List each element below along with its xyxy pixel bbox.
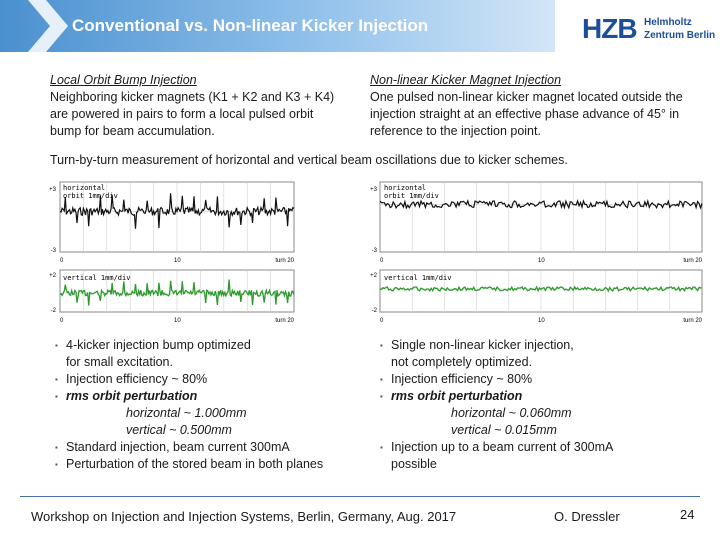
y-tick-bottom: -3: [371, 248, 377, 254]
plot-left-horizontal: [36, 178, 300, 264]
x-tick-10: 10: [174, 258, 181, 264]
x-tick-10: 10: [538, 318, 545, 324]
y-tick-top: +2: [370, 273, 377, 279]
left-bullet-list: [55, 337, 355, 473]
list-item: ▪ Injection efficiency ~ 80%: [55, 371, 355, 388]
list-item: ▪ Injection efficiency ~ 80%: [380, 371, 700, 388]
list-item: ▪ Perturbation of the stored beam in both planes: [55, 456, 355, 473]
list-item: ▪ Standard injection, beam current 300mA: [55, 439, 355, 456]
y-tick-top: +2: [49, 273, 56, 279]
list-item: ▪ rms orbit perturbation horizontal ~ 0.060mm vertical ~ 0.015mm: [380, 388, 700, 439]
x-tick-0: 0: [60, 318, 64, 324]
list-item: ▪ rms orbit perturbation horizontal ~ 1.000mm vertical ~ 0.500mm: [55, 388, 355, 439]
chevron-decoration-icon: [28, 0, 68, 52]
slide-title: Conventional vs. Non-linear Kicker Injection: [72, 16, 429, 35]
list-item: ▪ Injection up to a beam current of 300mA possible: [380, 439, 700, 473]
footer-divider: [20, 496, 700, 497]
plot-right-vertical: [362, 268, 706, 324]
list-item: ▪ Single non-linear kicker injection, not completely optimized.: [380, 337, 700, 371]
plot-label-line1: horizontal: [384, 184, 427, 192]
x-tick-0: 0: [380, 258, 384, 264]
left-column-text: [50, 72, 340, 140]
y-tick-top: +3: [370, 187, 377, 193]
x-tick-20: turn 20: [683, 318, 702, 324]
plot-label-line2: orbit 1mm/div: [384, 192, 439, 200]
plot-label: vertical 1mm/div: [63, 274, 131, 282]
x-tick-20: turn 20: [275, 318, 294, 324]
x-tick-20: turn 20: [683, 258, 702, 264]
right-column-text: [370, 72, 690, 140]
left-column-title: Local Orbit Bump Injection: [50, 73, 197, 87]
left-column-body: Neighboring kicker magnets (K1 + K2 and K3 + K4) are powered in pairs to form a local pulsed orbit bump for beam accumulation.: [50, 90, 335, 138]
logo-mark: HZB: [582, 13, 637, 44]
list-item: ▪ 4-kicker injection bump optimized for small excitation.: [55, 337, 355, 371]
logo-line2: Zentrum Berlin: [644, 30, 716, 41]
right-column-title: Non-linear Kicker Magnet Injection: [370, 73, 562, 87]
logo-subtitle: [644, 16, 715, 42]
measurement-caption: Turn-by-turn measurement of horizontal and vertical beam oscillations due to kicker schemes.: [50, 153, 568, 167]
y-tick-bottom: -3: [50, 248, 56, 254]
x-tick-0: 0: [380, 318, 384, 324]
plot-right-horizontal: [362, 178, 706, 264]
page-number: 24: [680, 507, 695, 522]
plot-label: vertical 1mm/div: [384, 274, 452, 282]
footer-event: Workshop on Injection and Injection Systems, Berlin, Germany, Aug. 2017: [31, 509, 457, 524]
title-banner: [0, 0, 555, 52]
x-tick-10: 10: [174, 318, 181, 324]
y-tick-bottom: -2: [50, 308, 56, 314]
y-tick-bottom: -2: [371, 308, 377, 314]
x-tick-10: 10: [538, 258, 545, 264]
hzb-logo: [582, 13, 716, 58]
logo-line1: Helmholtz: [644, 17, 692, 28]
plot-label-line1: horizontal: [63, 184, 106, 192]
plot-left-vertical: [36, 268, 300, 324]
footer-author: O. Dressler: [554, 509, 620, 524]
y-tick-top: +3: [49, 187, 56, 193]
x-tick-20: turn 20: [275, 258, 294, 264]
x-tick-0: 0: [60, 258, 64, 264]
right-bullet-list: [380, 337, 700, 473]
right-column-body: One pulsed non-linear kicker magnet located outside the injection straight at an effective phase advance of 45° in reference to the injection point.: [370, 90, 683, 138]
plot-label-line2: orbit 1mm/div: [63, 192, 118, 200]
